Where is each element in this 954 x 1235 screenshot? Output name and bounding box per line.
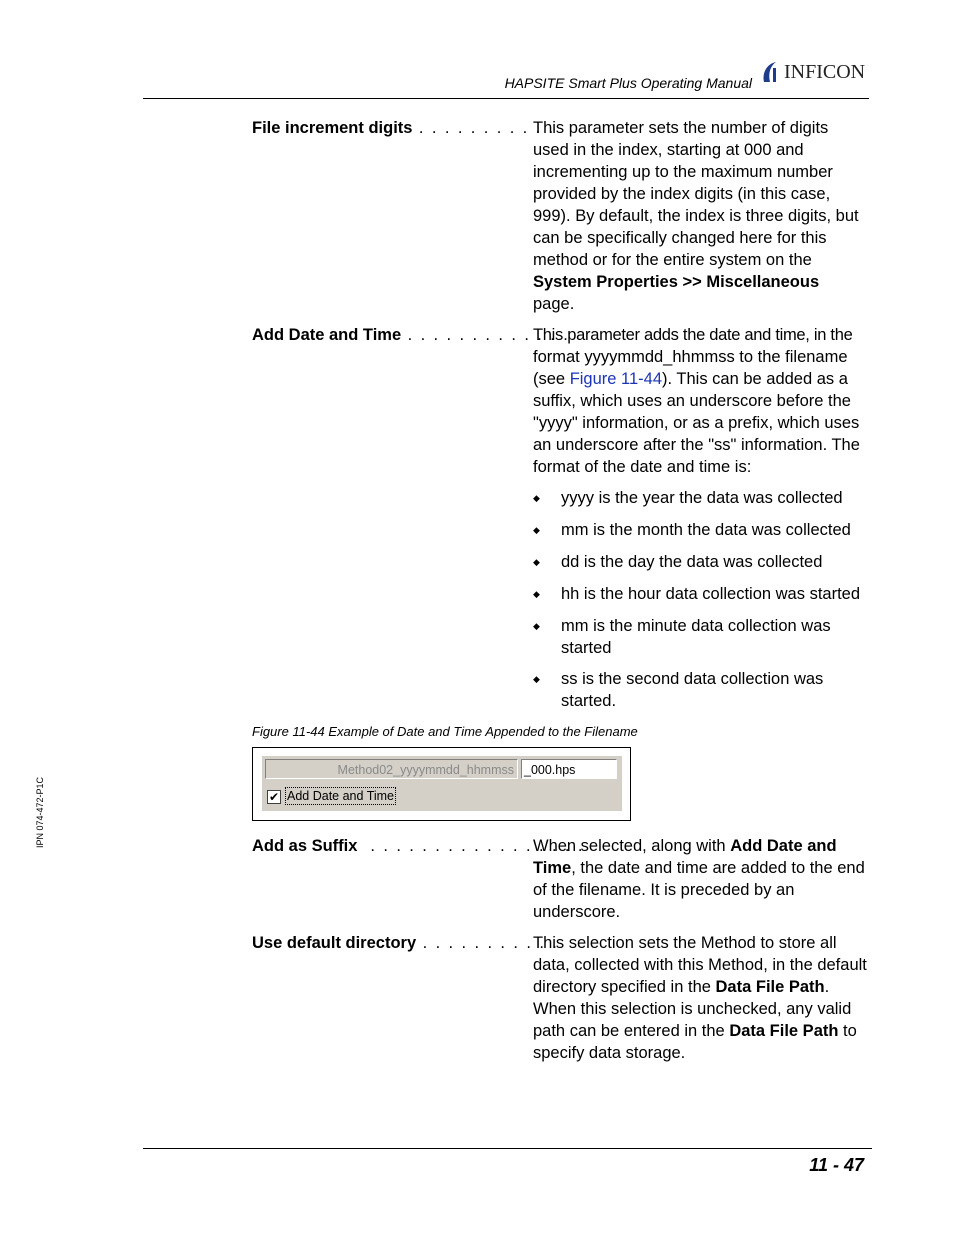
desc-text: to specify data storage. <box>533 1022 857 1062</box>
desc-file-increment-digits <box>533 117 871 315</box>
bullet-item: ◆ hh is the hour data collection was started <box>533 585 861 603</box>
filename-field: Method02_yyyymmdd_hhmmss <box>265 759 518 779</box>
desc-line: "yyyy" information, or as a prefix, which uses <box>533 414 860 432</box>
desc-line: provided by the index digits (in this case, <box>533 185 831 203</box>
diamond-bullet-icon: ◆ <box>533 589 540 599</box>
term-label: File increment digits <box>252 119 413 137</box>
dialog-panel <box>262 756 622 811</box>
desc-add-date-and-time <box>533 324 871 478</box>
desc-line: method or for the entire system on the <box>533 251 812 269</box>
footer-rule <box>143 1148 872 1149</box>
term-file-increment-digits <box>252 117 556 139</box>
desc-use-default-directory <box>533 932 871 1064</box>
setting-name: Data File Path <box>729 1022 839 1040</box>
desc-text: This selection sets the Method to store all data, collected with this Method, in the default directory specified in the <box>533 934 867 996</box>
add-date-time-checkbox[interactable] <box>267 790 281 804</box>
desc-line: format of the date and time is: <box>533 458 752 476</box>
term-use-default-directory <box>252 932 559 954</box>
bullet-item: ◆ yyyy is the year the data was collected <box>533 489 843 507</box>
leader-dots: . . . . . . . . . . . . . . . . . <box>357 837 585 855</box>
checkmark-icon: ✔ <box>268 790 280 804</box>
desc-line: an underscore after the "ss" information. The <box>533 436 860 454</box>
bullet-item: ◆ ss is the second data collection was started. <box>533 670 824 710</box>
desc-text: . When this selection is unchecked, any valid path can be entered in the <box>533 978 852 1040</box>
diamond-bullet-icon: ◆ <box>533 493 540 503</box>
desc-line: format yyyymmdd_hhmmss to the filename <box>533 348 848 366</box>
desc-text: ). This can be added as a <box>662 370 848 388</box>
bullet-item: ◆ dd is the day the data was collected <box>533 553 823 571</box>
figure-link[interactable]: Figure 11-44 <box>569 370 663 388</box>
diamond-bullet-icon: ◆ <box>533 674 540 684</box>
inficon-logo-icon <box>760 60 782 84</box>
desc-line: This parameter sets the number of digits <box>533 119 829 137</box>
desc-line: page. <box>533 295 575 313</box>
desc-line: This parameter adds the date and time, in the <box>533 326 853 344</box>
checkbox-label: Add Date and Time <box>287 789 395 803</box>
menu-path: System Properties >> Miscellaneous <box>533 273 820 291</box>
header-rule <box>143 98 869 99</box>
diamond-bullet-icon: ◆ <box>533 525 540 535</box>
figure-caption: Figure 11-44 Example of Date and Time Appended to the Filename <box>252 724 638 739</box>
desc-line: used in the index, starting at 000 and <box>533 141 804 159</box>
leader-dots: . . . . . . . . . . . . . <box>401 326 570 344</box>
option-name: Add Date and Time <box>533 837 837 877</box>
term-label: Use default directory <box>252 934 417 952</box>
desc-text: (see <box>533 370 570 388</box>
figure-screenshot <box>252 747 631 821</box>
running-header: HAPSITE Smart Plus Operating Manual <box>504 75 752 91</box>
desc-text: , the date and time are added to the end of the filename. It is preceded by an underscore. <box>533 859 865 921</box>
logo-text: INFICON <box>784 61 866 83</box>
leader-dots: . . . . . . . . . . . <box>412 119 556 137</box>
diamond-bullet-icon: ◆ <box>533 621 540 631</box>
term-label: Add Date and Time <box>252 326 402 344</box>
setting-name: Data File Path <box>715 978 825 996</box>
desc-line: suffix, which uses an underscore before the <box>533 392 851 410</box>
bullet-item: ◆ mm is the minute data collection was started <box>533 617 831 657</box>
extension-field[interactable]: _000.hps <box>521 759 617 779</box>
page-number: 11 - 47 <box>809 1155 864 1175</box>
term-label: Add as Suffix <box>252 837 358 855</box>
desc-line: incrementing up to the maximum number <box>533 163 833 181</box>
leader-dots: . . . . . . . . . . . <box>416 934 559 952</box>
term-add-date-and-time <box>252 324 570 346</box>
desc-text: When selected, along with <box>533 837 731 855</box>
inficon-logo <box>760 58 875 86</box>
bullet-item: ◆ mm is the month the data was collected <box>533 521 851 539</box>
document-id: IPN 074-472-P1C <box>35 776 45 848</box>
term-add-as-suffix <box>252 835 585 857</box>
desc-line: can be specifically changed here for this <box>533 229 827 247</box>
desc-add-as-suffix <box>533 835 871 923</box>
desc-line: 999). By default, the index is three digits, but <box>533 207 859 225</box>
diamond-bullet-icon: ◆ <box>533 557 540 567</box>
